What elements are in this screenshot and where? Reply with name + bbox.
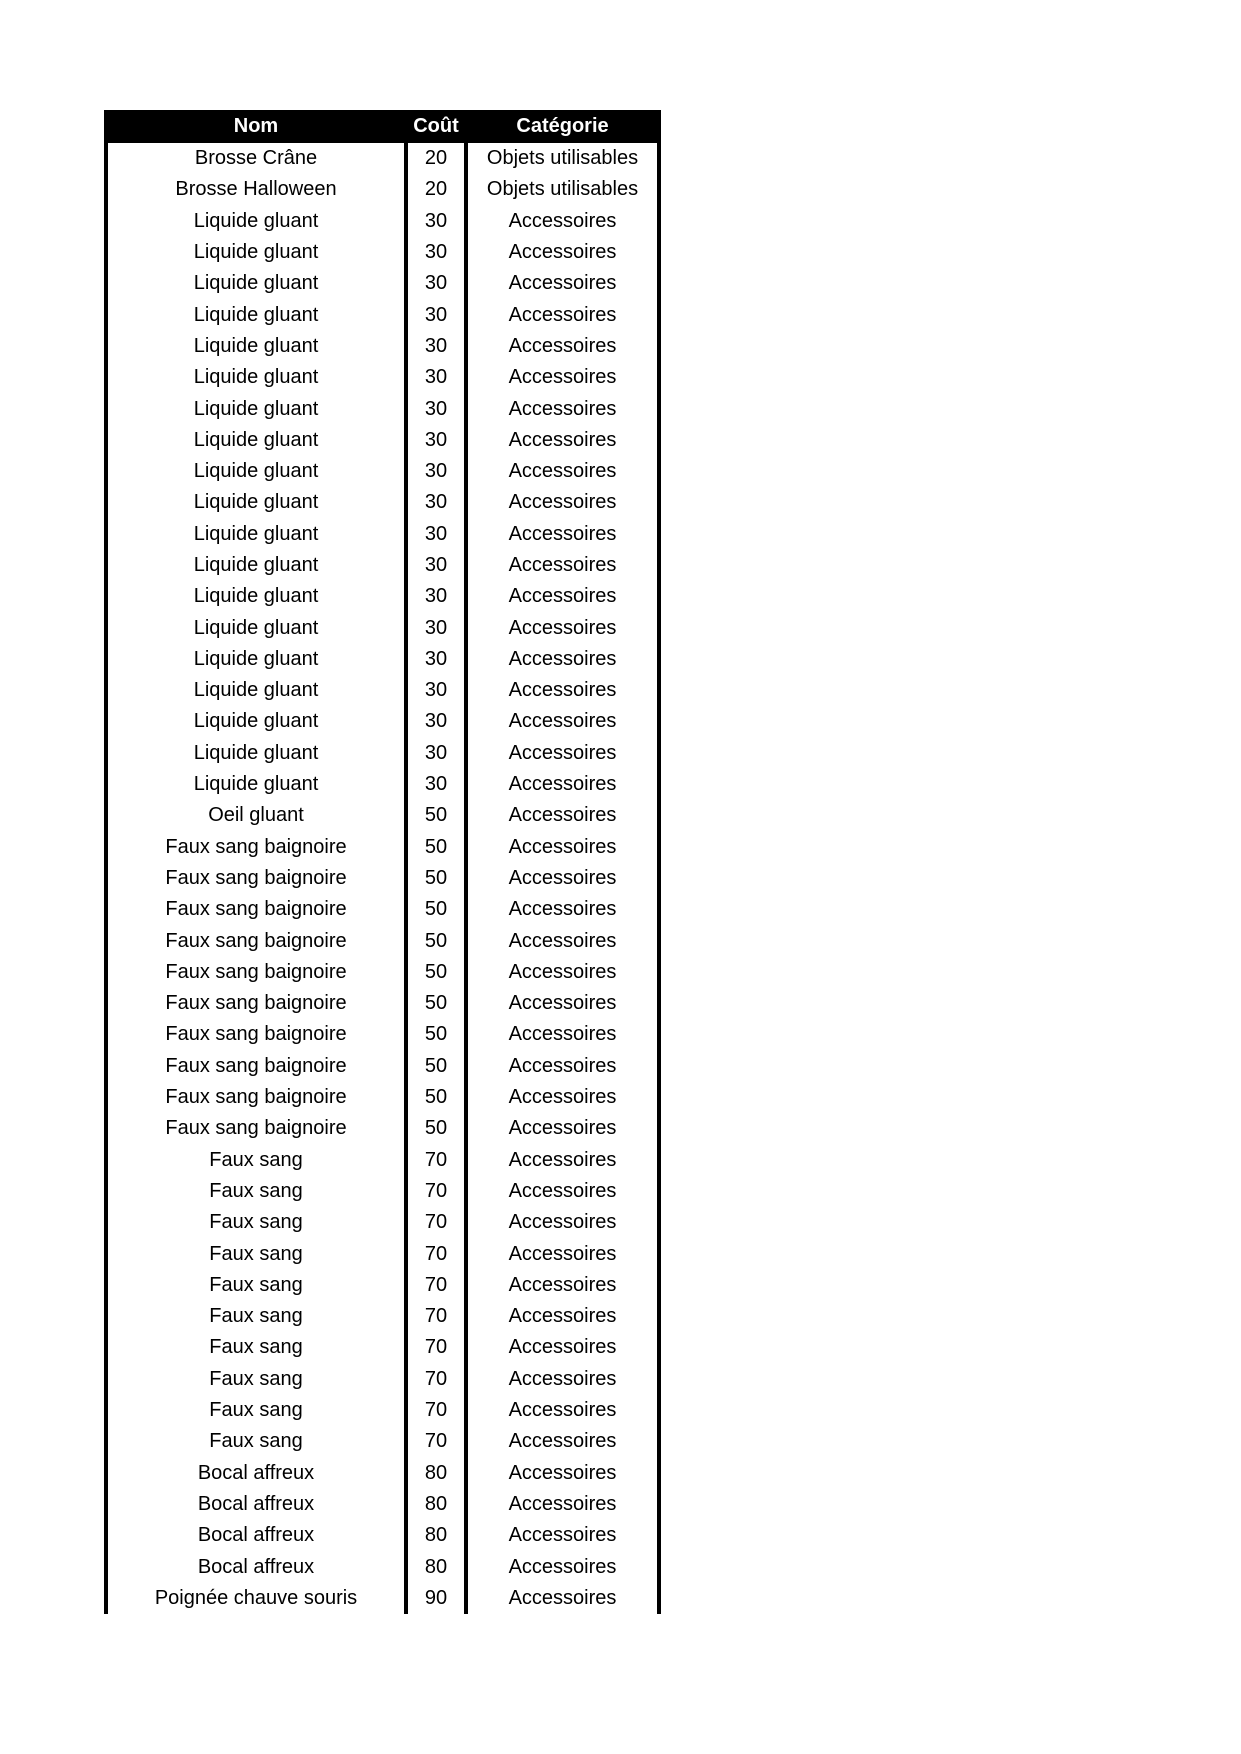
- cell-categorie: Accessoires: [466, 1395, 659, 1426]
- table-row: [106, 644, 659, 675]
- cell-categorie: Accessoires: [466, 1019, 659, 1050]
- cell-nom: Liquide gluant: [106, 706, 406, 737]
- cell-cout: 70: [406, 1426, 466, 1457]
- cell-categorie: Accessoires: [466, 863, 659, 894]
- cell-categorie: Accessoires: [466, 1082, 659, 1113]
- cell-nom: Liquide gluant: [106, 519, 406, 550]
- cell-nom: Liquide gluant: [106, 769, 406, 800]
- cell-cout: 50: [406, 1082, 466, 1113]
- table-row: [106, 1583, 659, 1614]
- cell-cout: 50: [406, 1019, 466, 1050]
- table-row: [106, 706, 659, 737]
- table-row: [106, 988, 659, 1019]
- cell-nom: Liquide gluant: [106, 581, 406, 612]
- cell-cout: 50: [406, 1113, 466, 1144]
- cell-categorie: Accessoires: [466, 894, 659, 925]
- table-row: [106, 1332, 659, 1363]
- cell-cout: 50: [406, 988, 466, 1019]
- cell-cout: 30: [406, 393, 466, 424]
- cell-nom: Faux sang baignoire: [106, 1051, 406, 1082]
- cell-categorie: Accessoires: [466, 268, 659, 299]
- cell-cout: 80: [406, 1551, 466, 1582]
- table-row: [106, 675, 659, 706]
- cell-nom: Faux sang: [106, 1364, 406, 1395]
- cell-cout: 70: [406, 1238, 466, 1269]
- cell-nom: Faux sang: [106, 1270, 406, 1301]
- table-row: [106, 800, 659, 831]
- cell-nom: Faux sang baignoire: [106, 1019, 406, 1050]
- cell-nom: Liquide gluant: [106, 425, 406, 456]
- table-row: [106, 1145, 659, 1176]
- cell-categorie: Accessoires: [466, 988, 659, 1019]
- cell-cout: 50: [406, 925, 466, 956]
- cell-cout: 30: [406, 362, 466, 393]
- cell-cout: 90: [406, 1583, 466, 1614]
- table-row: [106, 206, 659, 237]
- cell-cout: 70: [406, 1270, 466, 1301]
- table-row: [106, 143, 659, 174]
- cell-categorie: Accessoires: [466, 1583, 659, 1614]
- cell-categorie: Accessoires: [466, 1332, 659, 1363]
- cell-cout: 30: [406, 237, 466, 268]
- table-row: [106, 1113, 659, 1144]
- cell-cout: 80: [406, 1457, 466, 1488]
- cell-nom: Liquide gluant: [106, 487, 406, 518]
- cell-categorie: Accessoires: [466, 957, 659, 988]
- cell-cout: 50: [406, 894, 466, 925]
- cell-nom: Liquide gluant: [106, 331, 406, 362]
- cell-cout: 50: [406, 863, 466, 894]
- cell-cout: 80: [406, 1520, 466, 1551]
- cell-categorie: Accessoires: [466, 1176, 659, 1207]
- table-row: [106, 519, 659, 550]
- cell-cout: 70: [406, 1176, 466, 1207]
- table-row: [106, 1270, 659, 1301]
- table-row: [106, 738, 659, 769]
- cell-cout: 50: [406, 800, 466, 831]
- cell-nom: Liquide gluant: [106, 550, 406, 581]
- cell-nom: Faux sang baignoire: [106, 1113, 406, 1144]
- cell-categorie: Accessoires: [466, 1207, 659, 1238]
- cell-nom: Liquide gluant: [106, 644, 406, 675]
- table-row: [106, 425, 659, 456]
- cell-categorie: Accessoires: [466, 1270, 659, 1301]
- cell-nom: Liquide gluant: [106, 393, 406, 424]
- cell-categorie: Accessoires: [466, 706, 659, 737]
- cell-categorie: Accessoires: [466, 675, 659, 706]
- cell-categorie: Accessoires: [466, 644, 659, 675]
- table-row: [106, 1082, 659, 1113]
- cell-cout: 80: [406, 1489, 466, 1520]
- cell-categorie: Accessoires: [466, 299, 659, 330]
- cell-categorie: Accessoires: [466, 1457, 659, 1488]
- table-row: [106, 456, 659, 487]
- cell-nom: Bocal affreux: [106, 1457, 406, 1488]
- cell-categorie: Accessoires: [466, 1051, 659, 1082]
- cell-cout: 70: [406, 1395, 466, 1426]
- table-row: [106, 1238, 659, 1269]
- cell-nom: Oeil gluant: [106, 800, 406, 831]
- cell-nom: Bocal affreux: [106, 1489, 406, 1520]
- cell-nom: Faux sang: [106, 1145, 406, 1176]
- cell-nom: Faux sang: [106, 1426, 406, 1457]
- header-categorie: Catégorie: [466, 110, 659, 143]
- table-row: [106, 331, 659, 362]
- cell-nom: Faux sang: [106, 1395, 406, 1426]
- table-row: [106, 1395, 659, 1426]
- cell-categorie: Accessoires: [466, 1364, 659, 1395]
- cell-cout: 30: [406, 331, 466, 362]
- header-row: [106, 110, 659, 143]
- table-row: [106, 894, 659, 925]
- cell-nom: Liquide gluant: [106, 299, 406, 330]
- table-row: [106, 581, 659, 612]
- cell-categorie: Objets utilisables: [466, 174, 659, 205]
- cell-cout: 30: [406, 612, 466, 643]
- table-body: [106, 143, 659, 1614]
- table-row: [106, 612, 659, 643]
- cell-nom: Liquide gluant: [106, 362, 406, 393]
- cell-nom: Bocal affreux: [106, 1551, 406, 1582]
- cell-cout: 30: [406, 299, 466, 330]
- table-row: [106, 1019, 659, 1050]
- cell-categorie: Objets utilisables: [466, 143, 659, 174]
- cell-nom: Faux sang: [106, 1332, 406, 1363]
- table-row: [106, 1426, 659, 1457]
- table-row: [106, 957, 659, 988]
- cell-cout: 20: [406, 174, 466, 205]
- cell-categorie: Accessoires: [466, 331, 659, 362]
- table-row: [106, 1520, 659, 1551]
- cell-categorie: Accessoires: [466, 581, 659, 612]
- header-nom: Nom: [106, 110, 406, 143]
- cell-categorie: Accessoires: [466, 769, 659, 800]
- table-row: [106, 1176, 659, 1207]
- cell-nom: Bocal affreux: [106, 1520, 406, 1551]
- cell-cout: 30: [406, 519, 466, 550]
- table-row: [106, 550, 659, 581]
- table-row: [106, 1301, 659, 1332]
- cell-nom: Faux sang: [106, 1238, 406, 1269]
- cell-categorie: Accessoires: [466, 1113, 659, 1144]
- cell-nom: Faux sang baignoire: [106, 988, 406, 1019]
- cell-cout: 70: [406, 1364, 466, 1395]
- cell-cout: 30: [406, 206, 466, 237]
- cell-categorie: Accessoires: [466, 612, 659, 643]
- cell-nom: Faux sang baignoire: [106, 894, 406, 925]
- table-row: [106, 362, 659, 393]
- cell-cout: 30: [406, 706, 466, 737]
- cell-nom: Brosse Crâne: [106, 143, 406, 174]
- cell-nom: Liquide gluant: [106, 738, 406, 769]
- table-row: [106, 1457, 659, 1488]
- table-row: [106, 1551, 659, 1582]
- cell-categorie: Accessoires: [466, 1238, 659, 1269]
- cell-categorie: Accessoires: [466, 832, 659, 863]
- cell-nom: Liquide gluant: [106, 206, 406, 237]
- cell-categorie: Accessoires: [466, 519, 659, 550]
- cell-cout: 70: [406, 1145, 466, 1176]
- cell-categorie: Accessoires: [466, 237, 659, 268]
- cell-cout: 30: [406, 487, 466, 518]
- cell-nom: Liquide gluant: [106, 237, 406, 268]
- header-cout: Coût: [406, 110, 466, 143]
- cell-cout: 30: [406, 581, 466, 612]
- table-row: [106, 925, 659, 956]
- spreadsheet-page: [104, 110, 657, 1614]
- cell-nom: Liquide gluant: [106, 675, 406, 706]
- table-row: [106, 832, 659, 863]
- cell-categorie: Accessoires: [466, 925, 659, 956]
- table-row: [106, 1051, 659, 1082]
- cell-cout: 30: [406, 550, 466, 581]
- cell-cout: 70: [406, 1332, 466, 1363]
- cell-cout: 30: [406, 425, 466, 456]
- cell-categorie: Accessoires: [466, 1426, 659, 1457]
- table-row: [106, 863, 659, 894]
- cell-cout: 30: [406, 769, 466, 800]
- cell-categorie: Accessoires: [466, 1551, 659, 1582]
- cell-cout: 50: [406, 832, 466, 863]
- cell-nom: Faux sang: [106, 1207, 406, 1238]
- cell-nom: Faux sang baignoire: [106, 832, 406, 863]
- cell-categorie: Accessoires: [466, 456, 659, 487]
- cell-nom: Faux sang: [106, 1176, 406, 1207]
- table-row: [106, 268, 659, 299]
- table-row: [106, 769, 659, 800]
- cell-cout: 70: [406, 1301, 466, 1332]
- cell-categorie: Accessoires: [466, 738, 659, 769]
- cell-categorie: Accessoires: [466, 800, 659, 831]
- cell-nom: Faux sang: [106, 1301, 406, 1332]
- cell-categorie: Accessoires: [466, 487, 659, 518]
- cell-cout: 30: [406, 675, 466, 706]
- cell-cout: 50: [406, 1051, 466, 1082]
- cell-categorie: Accessoires: [466, 393, 659, 424]
- cell-nom: Poignée chauve souris: [106, 1583, 406, 1614]
- items-table: [104, 110, 661, 1614]
- cell-cout: 20: [406, 143, 466, 174]
- table-row: [106, 1364, 659, 1395]
- cell-nom: Faux sang baignoire: [106, 957, 406, 988]
- table-row: [106, 1207, 659, 1238]
- table-row: [106, 237, 659, 268]
- cell-cout: 30: [406, 456, 466, 487]
- cell-nom: Faux sang baignoire: [106, 925, 406, 956]
- cell-nom: Liquide gluant: [106, 612, 406, 643]
- cell-categorie: Accessoires: [466, 1520, 659, 1551]
- cell-nom: Faux sang baignoire: [106, 1082, 406, 1113]
- cell-cout: 50: [406, 957, 466, 988]
- table-row: [106, 1489, 659, 1520]
- cell-categorie: Accessoires: [466, 1145, 659, 1176]
- cell-nom: Faux sang baignoire: [106, 863, 406, 894]
- cell-categorie: Accessoires: [466, 1301, 659, 1332]
- table-row: [106, 174, 659, 205]
- cell-nom: Liquide gluant: [106, 268, 406, 299]
- cell-categorie: Accessoires: [466, 1489, 659, 1520]
- cell-cout: 70: [406, 1207, 466, 1238]
- cell-nom: Brosse Halloween: [106, 174, 406, 205]
- cell-cout: 30: [406, 738, 466, 769]
- table-row: [106, 299, 659, 330]
- table-row: [106, 487, 659, 518]
- cell-nom: Liquide gluant: [106, 456, 406, 487]
- cell-categorie: Accessoires: [466, 425, 659, 456]
- cell-categorie: Accessoires: [466, 362, 659, 393]
- cell-cout: 30: [406, 644, 466, 675]
- cell-cout: 30: [406, 268, 466, 299]
- cell-categorie: Accessoires: [466, 550, 659, 581]
- table-row: [106, 393, 659, 424]
- cell-categorie: Accessoires: [466, 206, 659, 237]
